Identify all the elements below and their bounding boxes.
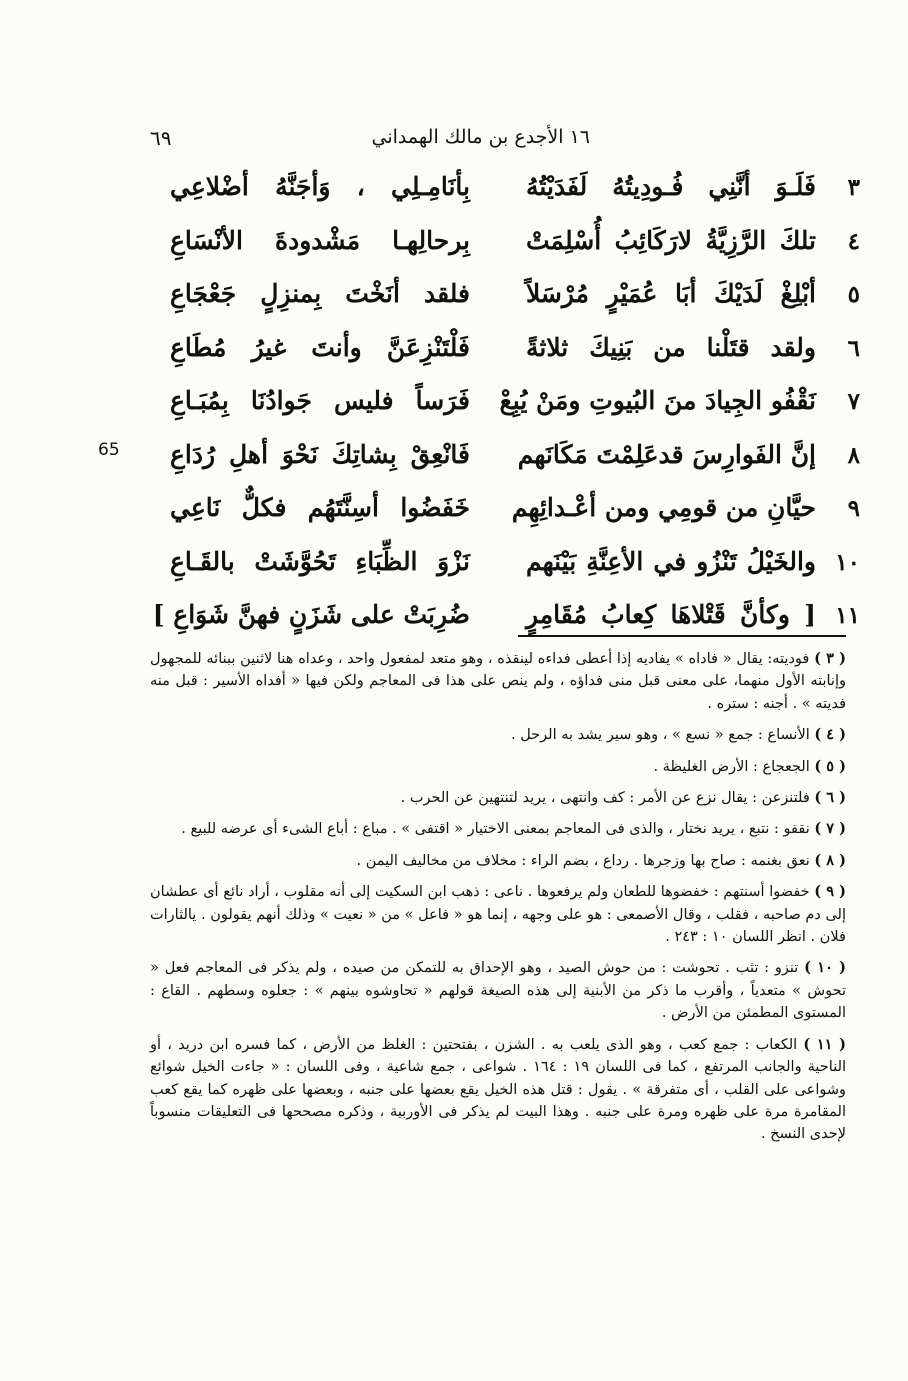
verse xyxy=(170,275,860,329)
verse xyxy=(170,222,860,276)
verse-second-hemistich: خَفَضُوا أسِنَّتَهُم فكلٌّ نَاعِي xyxy=(170,493,470,522)
footnote-text: نقفو : نتبع ، يريد نختار ، والذى فى المعاجم بمعنى الاختيار « اقتفى » . مباع : أباع الشىء أى عرضه للبيع . xyxy=(181,821,810,838)
verse xyxy=(152,596,860,650)
verse-first-hemistich: فَلَـوَ أنَّنِي فُـودِيتُهُ لَفَدَيْتُهُ xyxy=(526,172,816,201)
verse-number: ٤ xyxy=(847,227,860,255)
footnote-text: فوديته: يقال « فاداه » يفاديه إذا أعطى فداءه لينقذه ، وهو متعد لمفعول واحد ، وعداه هنا لاثنين ببنائه للمجهول وإنابته الأول منهما، على معنى قبل منى فداؤه ، ولم ينص على هذا فى المعاجم ولكن فيها « أفداه الأسير : قبل منه فديته » . أجنه : ستره . xyxy=(150,651,846,712)
footnote-number: ( ٩ ) xyxy=(814,883,846,901)
footnote-text: نعق بغنمه : صاح بها وزجرها . رداع ، بضم الراء : مخلاف من مخاليف اليمن . xyxy=(356,852,810,869)
footnote-number: ( ١١ ) xyxy=(803,1035,846,1053)
verse-second-hemistich: ضُرِبَتْ على شَزَنٍ فهنَّ شَوَاعِ ] xyxy=(152,600,470,629)
verse-second-hemistich: فلقد أنَخْتَ بِمنزِلٍ جَعْجَاعِ xyxy=(170,279,470,308)
verse-first-hemistich: إنَّ الفَوارِسَ قدعَلِمْتَ مَكَانَهم xyxy=(517,439,816,469)
verse-first-hemistich: والخَيْلُ تَنْزُو في الأعِنَّةِ بَيْنَهم xyxy=(526,546,816,576)
footnote-number: ( ٦ ) xyxy=(814,789,846,807)
footnote-text: الكعاب : جمع كعب ، وهو الذى يلعب به . الشزن ، بفتحتين : الغلظ من الأرض ، كما فسره ابن دريد ، أو الناحية والجانب المرتفع ، كما فى اللسان ١٩ : ١٦٤ . شواعى ، جمع شاعية ، وفى اللسان : « جاءت الخيل شوائع وشواعى على القلب ، أى متفرقة » . يقول : قتل هذه الخيل يقع بعضها على جنبه ، وبعضها على ظهره كما يقع كعب المقامرة مرة على ظهره ومرة على جنبه . وهذا البيت لم يذكر فى الأوربية ، وذكره مصححها فى التعليقات منسوباً لإحدى النسخ . xyxy=(150,1036,847,1143)
verse xyxy=(170,329,860,383)
footnote-number: ( ٤ ) xyxy=(814,726,846,744)
footnote-number: ( ١٠ ) xyxy=(804,959,846,977)
verse-number: ٩ xyxy=(847,495,860,522)
verse-number: ٥ xyxy=(847,281,860,308)
margin-reference-number: 65 xyxy=(98,440,120,460)
verse-number: ٧ xyxy=(847,388,860,415)
verse-second-hemistich: بِرحالِهـا مَشْدودةَ الأنْسَاعِ xyxy=(170,225,470,255)
verse-first-hemistich: حيَّانِ من قومِي ومن أعْـدائِهِم xyxy=(511,493,816,522)
verse-second-hemistich: فَرَساً فليس جَوادُنَا بِمُبَـاعِ xyxy=(170,386,470,415)
verse-number: ٨ xyxy=(847,441,860,469)
verse-number: ١٠ xyxy=(835,548,860,576)
footnote xyxy=(150,787,846,809)
footnote xyxy=(150,1034,846,1146)
verse-second-hemistich: نَزْوَ الظِّبَاءِ تَحُوَّشَتْ بالقَـاعِ xyxy=(170,546,470,576)
page-number: ٦٩ xyxy=(150,126,172,150)
verse-second-hemistich: فَانْعِقْ بِشاتِكَ نَحْوَ أهلِ رُدَاعِ xyxy=(170,439,470,469)
verse-first-hemistich: ولقد قتَلْنا من بَنِيكَ ثلاثةً xyxy=(526,332,816,362)
footnote xyxy=(150,850,846,872)
verse-number: ٦ xyxy=(847,334,860,362)
verse-first-hemistich: أبْلِغْ لَدَيْكَ أبَا عُمَيْرٍ مُرْسَلاً xyxy=(526,279,816,308)
verse xyxy=(170,168,860,222)
footnote-text: الجعجاع : الأرض الغليظة . xyxy=(653,758,810,775)
verse-first-hemistich: نَقْفُو الجِيادَ منَ البُيوتِ ومَنْ يُبِعْ xyxy=(499,386,816,415)
footnote xyxy=(150,724,846,746)
verse-first-hemistich: [ وكأنَّ قَتْلاهَا كِعابُ مُقَامِرٍ xyxy=(526,600,816,629)
footnote-number: ( ٣ ) xyxy=(814,650,846,667)
verse-first-hemistich: تلكَ الرَّزِيَّةُ لارَكَائِبُ أُسْلِمَتْ xyxy=(526,225,816,255)
running-title: ١٦ الأجدع بن مالك الهمداني xyxy=(371,126,590,148)
verse xyxy=(170,436,860,490)
verse xyxy=(170,543,860,597)
poem xyxy=(152,168,860,650)
footnote-number: ( ٧ ) xyxy=(814,820,846,838)
footnote-text: تنزو : تثب . تحوشت : من حوش الصيد ، وهو الإحداق به للتمكن من صيده ، ولم يذكر فى المعاجم فعل « تحوش » متعدياً ، وأقرب ما ذكر من الأبنية إلى هذه الصيغة قولهم « تحاوشوه بينهم » : جعلوه وسطهم . القاع : المستوى المطمئن من الأرض . xyxy=(150,960,846,1022)
footnote-divider xyxy=(518,635,846,637)
footnote xyxy=(150,818,846,840)
verse-number: ٣ xyxy=(847,174,860,201)
page-header xyxy=(150,126,590,158)
footnote xyxy=(150,881,846,948)
footnote xyxy=(150,756,846,778)
footnote-text: فلتنزعن : يقال نزع عن الأمر : كف وانتهى ، يريد لتنتهين عن الحرب . xyxy=(400,790,810,807)
verse xyxy=(170,382,860,436)
footnotes xyxy=(150,648,846,1155)
footnote-text: الأنساع : جمع « نسع » ، وهو سير يشد به الرحل . xyxy=(510,727,810,744)
footnote-number: ( ٥ ) xyxy=(814,757,846,775)
footnote xyxy=(150,957,846,1024)
footnote-number: ( ٨ ) xyxy=(814,851,846,869)
footnote-text: خفضوا أسنتهم : خفضوها للطعان ولم يرفعوها . ناعى : ذهب ابن السكيت إلى أنه مقلوب ، أراد نائع أى عطشان إلى دم صاحبه ، فقلب ، وقال الأصمعى : هو على وجهه ، إنما هو « فاعل » من « نعيت » وذلك أنهم يقولون . يالثارات فلان . انظر اللسان ١٠ : ٢٤٣ . xyxy=(150,884,846,946)
footnote xyxy=(150,648,846,715)
verse-second-hemistich: فَلْتَنْزِعَنَّ وأنتَ غيرُ مُطَاعِ xyxy=(170,332,470,362)
verse-second-hemistich: بِأنَامِـلِي ، وَأجَنَّهُ أضْلاعِي xyxy=(170,172,470,201)
verse-number: ١١ xyxy=(835,602,860,629)
verse xyxy=(170,489,860,543)
